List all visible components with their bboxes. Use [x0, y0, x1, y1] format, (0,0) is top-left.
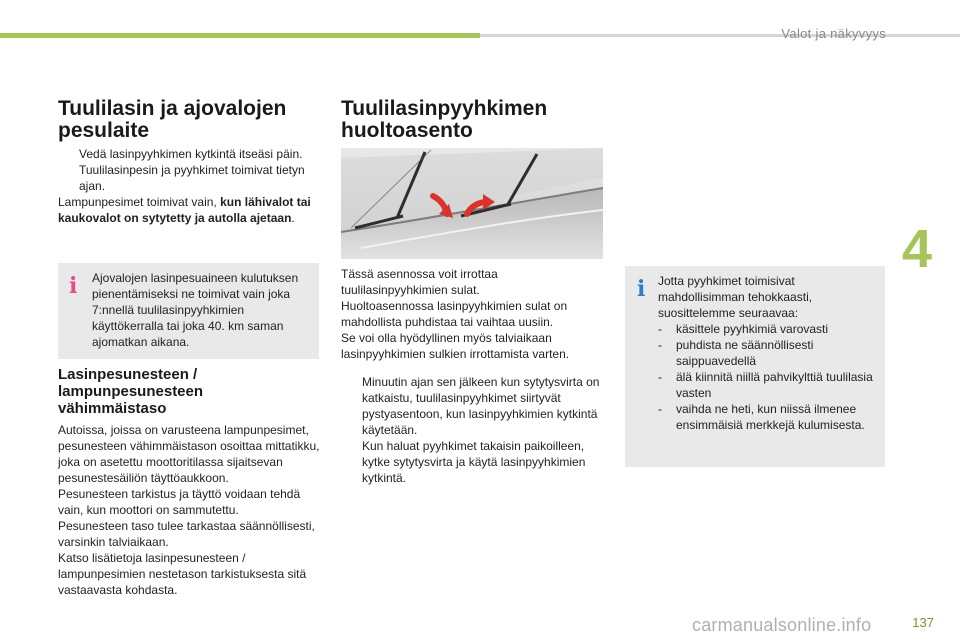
- service-step: [341, 374, 603, 438]
- service-position-title: Tuulilasinpyyhkimen huoltoasento: [341, 97, 548, 143]
- page-number: 137: [912, 615, 934, 630]
- service-step-text: Kun haluat pyyhkimet takaisin paikoilleen, kytke sytytysvirta ja käytä lasinpyyhkimien kytkintä.: [362, 439, 586, 485]
- service-steps: [341, 374, 603, 486]
- info-icon: i: [69, 273, 78, 299]
- dash-marker: -: [658, 370, 662, 384]
- washer-bullet: [58, 146, 320, 194]
- fluid-line: Katso lisätietoja lasinpesunesteen / lampunpesimien nestetason tarkistuksesta sitä vastaavasta kohdasta.: [58, 551, 307, 597]
- info-text-consumption: Ajovalojen lasinpesuaineen kulutuksen pienentämiseksi ne toimivat vain joka 7:nnellä tuulilasinpyyhkimien käyttökerralla tai joka 40. km saman ajomatkan aikana.: [92, 271, 299, 349]
- care-item-text: vaihda ne heti, kun niissä ilmenee ensimmäisiä merkkejä kulumisesta.: [676, 402, 865, 432]
- headlamp-para-prefix: Lampunpesimet toimivat vain,: [58, 195, 221, 209]
- fluid-title-line2: lampunpesunesteen: [58, 382, 204, 400]
- header-grey-bar: [480, 34, 960, 37]
- fluid-level-title: [58, 367, 318, 417]
- dash-marker: -: [658, 338, 662, 352]
- service-step: [341, 438, 603, 486]
- care-item: [658, 321, 883, 337]
- headlamp-washer-paragraph: [58, 194, 320, 226]
- info-icon: i: [637, 276, 646, 302]
- washer-instructions: [58, 146, 320, 226]
- care-item-text: puhdista ne säännöllisesti saippuavedellä: [676, 338, 814, 368]
- fluid-title-line1: Lasinpesunesteen /: [58, 366, 198, 383]
- fluid-line: Pesunesteen taso tulee tarkastaa säännöllisesti, varsinkin talviaikaan.: [58, 519, 315, 549]
- chapter-number: 4: [902, 219, 933, 279]
- care-item: [658, 369, 883, 401]
- section-header: Valot ja näkyvyys: [781, 26, 886, 41]
- service-line: Tässä asennossa voit irrottaa tuulilasinpyyhkimien sulat.: [341, 267, 498, 297]
- fluid-level-text: [58, 422, 320, 598]
- fluid-title-line3: vähimmäistaso: [58, 399, 167, 417]
- washer-title: Tuulilasin ja ajovalojen pesulaite: [58, 97, 287, 143]
- care-item: [658, 337, 883, 369]
- info-box-consumption: [58, 263, 319, 359]
- service-intro: [341, 266, 603, 362]
- info-text-wiper-care: [658, 273, 883, 433]
- care-item-text: älä kiinnitä niillä pahvikylttiä tuulilasia vasten: [676, 370, 873, 400]
- service-step-text: Minuutin ajan sen jälkeen kun sytytysvirta on katkaistu, tuulilasinpyyhkimet siirtyvät pystyasentoon, kun lasinpyyhkimien kytkintä käytetään.: [362, 375, 600, 437]
- dash-marker: -: [658, 402, 662, 416]
- washer-bullet-text: Vedä lasinpyyhkimen kytkintä itseäsi päin. Tuulilasinpesin ja pyyhkimet toimivat tietyn ajan.: [79, 147, 305, 193]
- info-box-wiper-care: [625, 266, 885, 467]
- service-line: Huoltoasennossa lasinpyyhkimien sulat on mahdollista puhdistaa tai vaihtaa uusiin.: [341, 299, 568, 329]
- watermark: carmanualsonline.info: [692, 615, 872, 635]
- fluid-line: Pesunesteen tarkistus ja täyttö voidaan tehdä vain, kun moottori on sammutettu.: [58, 487, 301, 517]
- header-green-bar: [0, 33, 480, 38]
- care-item: [658, 401, 883, 433]
- fluid-line: Autoissa, joissa on varusteena lampunpesimet, pesunesteen vähimmäistason osoittaa mittatikku, joka on asetettu moottoritilassa sijaitsevan pesunestesäiliön täyttöaukkoon.: [58, 423, 320, 485]
- headlamp-para-suffix: .: [291, 211, 295, 225]
- windscreen-svg: [341, 148, 603, 259]
- service-line: Se voi olla hyödyllinen myös talviaikaan lasinpyyhkimien sulkien irrottamista varten.: [341, 331, 570, 361]
- windscreen-wiper-illustration: [341, 148, 603, 259]
- dash-marker: -: [658, 322, 662, 336]
- care-item-text: käsittele pyyhkimiä varovasti: [676, 322, 829, 336]
- headlamp-para-bold: kun lähivalot tai kaukovalot on sytytetty ja autolla ajetaan: [58, 195, 311, 225]
- info-intro: Jotta pyyhkimet toimisivat mahdollisimman tehokkaasti, suosittelemme seuraavaa:: [658, 274, 813, 320]
